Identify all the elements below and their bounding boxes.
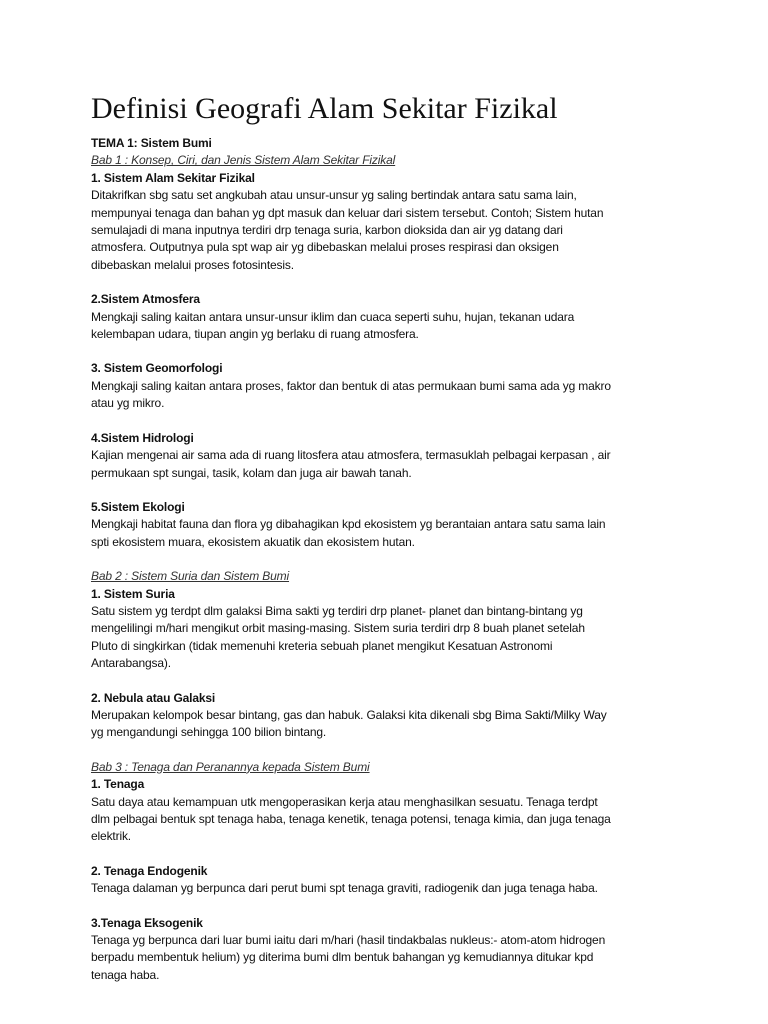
body-text-line: berpadu membentuk helium) yg diterima bumi dlm bentuk bahangan yg kemudiannya ditukar kpd — [91, 950, 594, 965]
paragraph-spacer — [91, 673, 691, 690]
section-heading: 2.Sistem Atmosfera — [91, 292, 200, 307]
body-text-line: Kajian mengenai air sama ada di ruang litosfera atau atmosfera, termasuklah pelbagai kerpasan , air — [91, 448, 611, 463]
chapter-title: Bab 1 : Konsep, Ciri, dan Jenis Sistem Alam Sekitar Fizikal — [91, 153, 396, 168]
body-text-line: atmosfera. Outputnya pula spt wap air yg dibebaskan melalui proses respirasi dan oksigen — [91, 240, 559, 255]
paragraph-spacer — [91, 413, 691, 430]
section-heading: 1. Sistem Suria — [91, 586, 175, 601]
body-text-line: Tenaga dalaman yg berpunca dari perut bumi spt tenaga graviti, radiogenik dan juga tenaga haba. — [91, 881, 598, 896]
document-body — [91, 135, 691, 984]
body-text-line: Tenaga yg berpunca dari luar bumi iaitu dari m/hari (hasil tindakbalas nukleus:- atom-atom hidrogen — [91, 933, 606, 948]
body-text-line: spti ekosistem muara, ekosistem akuatik dan ekosistem hutan. — [91, 534, 415, 549]
section-heading: 2. Tenaga Endogenik — [91, 863, 208, 878]
paragraph-spacer — [91, 343, 691, 360]
section-heading: 5.Sistem Ekologi — [91, 499, 185, 514]
body-text-line: kelembapan udara, tiupan angin yg berlaku di ruang atmosfera. — [91, 327, 419, 342]
body-text-line: Antarabangsa). — [91, 656, 171, 671]
body-text-line: Merupakan kelompok besar bintang, gas dan habuk. Galaksi kita dikenali sbg Bima Sakti/Milky Way — [91, 707, 607, 722]
tema-heading: TEMA 1: Sistem Bumi — [91, 136, 212, 150]
body-text-line: Satu sistem yg terdpt dlm galaksi Bima sakti yg terdiri drp planet- planet dan bintang-bintang yg — [91, 603, 583, 618]
body-text-line: mempunyai tenaga dan bahan yg dpt masuk dan keluar dari sistem tersebut. Contoh; Sistem hutan — [91, 205, 604, 220]
body-text-line: atau yg mikro. — [91, 396, 165, 411]
paragraph-spacer — [91, 742, 691, 759]
section-heading: 1. Tenaga — [91, 777, 145, 792]
body-text-line: yg mengandungi sehingga 100 bilion bintang. — [91, 725, 327, 740]
body-text-line: Mengkaji habitat fauna dan flora yg dibahagikan kpd ekosistem yg berantaian antara satu sama lain — [91, 517, 606, 532]
body-text-line: mengelilingi m/hari mengikut orbit masing-masing. Sistem suria terdiri drp 8 buah planet setelah — [91, 621, 585, 636]
paragraph-spacer — [91, 898, 691, 915]
body-text-line: tenaga haba. — [91, 967, 160, 982]
body-text-line: dibebaskan melalui proses fotosintesis. — [91, 257, 294, 272]
section-heading: 2. Nebula atau Galaksi — [91, 690, 216, 705]
body-text-line: Ditakrifkan sbg satu set angkubah atau unsur-unsur yg saling bertindak antara satu sama lain, — [91, 188, 577, 203]
body-text-line: semulajadi di mana inputnya terdiri drp tenaga suria, karbon dioksida dan air yg datang dari — [91, 223, 563, 238]
section-heading: 4.Sistem Hidrologi — [91, 430, 194, 445]
body-text-line: Mengkaji saling kaitan antara unsur-unsur iklim dan cuaca seperti suhu, hujan, tekanan udara — [91, 309, 575, 324]
body-text-line: Satu daya atau kemampuan utk mengoperasikan kerja atau menghasilkan sesuatu. Tenaga terdpt — [91, 794, 598, 809]
body-text-line: dlm pelbagai bentuk spt tenaga haba, tenaga kenetik, tenaga potensi, tenaga kimia, dan juga tenaga — [91, 812, 611, 826]
section-heading: 3.Tenaga Eksogenik — [91, 915, 203, 930]
paragraph-spacer — [91, 551, 691, 568]
body-text-line: elektrik. — [91, 829, 131, 844]
body-text-line: Pluto di singkirkan (tidak memenuhi kreteria sebuah planet mengikut Kesatuan Astronomi — [91, 638, 553, 653]
paragraph-spacer — [91, 482, 691, 499]
chapter-title: Bab 3 : Tenaga dan Peranannya kepada Sistem Bumi — [91, 759, 370, 774]
body-text-line: permukaan spt sungai, tasik, kolam dan juga air bawah tanah. — [91, 465, 412, 480]
body-text-line: Mengkaji saling kaitan antara proses, faktor dan bentuk di atas permukaan bumi sama ada yg makro — [91, 378, 611, 393]
paragraph-spacer — [91, 274, 691, 291]
section-heading: 1. Sistem Alam Sekitar Fizikal — [91, 170, 255, 185]
document-title: Definisi Geografi Alam Sekitar Fizikal — [91, 92, 558, 125]
paragraph-spacer — [91, 846, 691, 863]
chapter-title: Bab 2 : Sistem Suria dan Sistem Bumi — [91, 569, 290, 584]
section-heading: 3. Sistem Geomorfologi — [91, 361, 223, 376]
